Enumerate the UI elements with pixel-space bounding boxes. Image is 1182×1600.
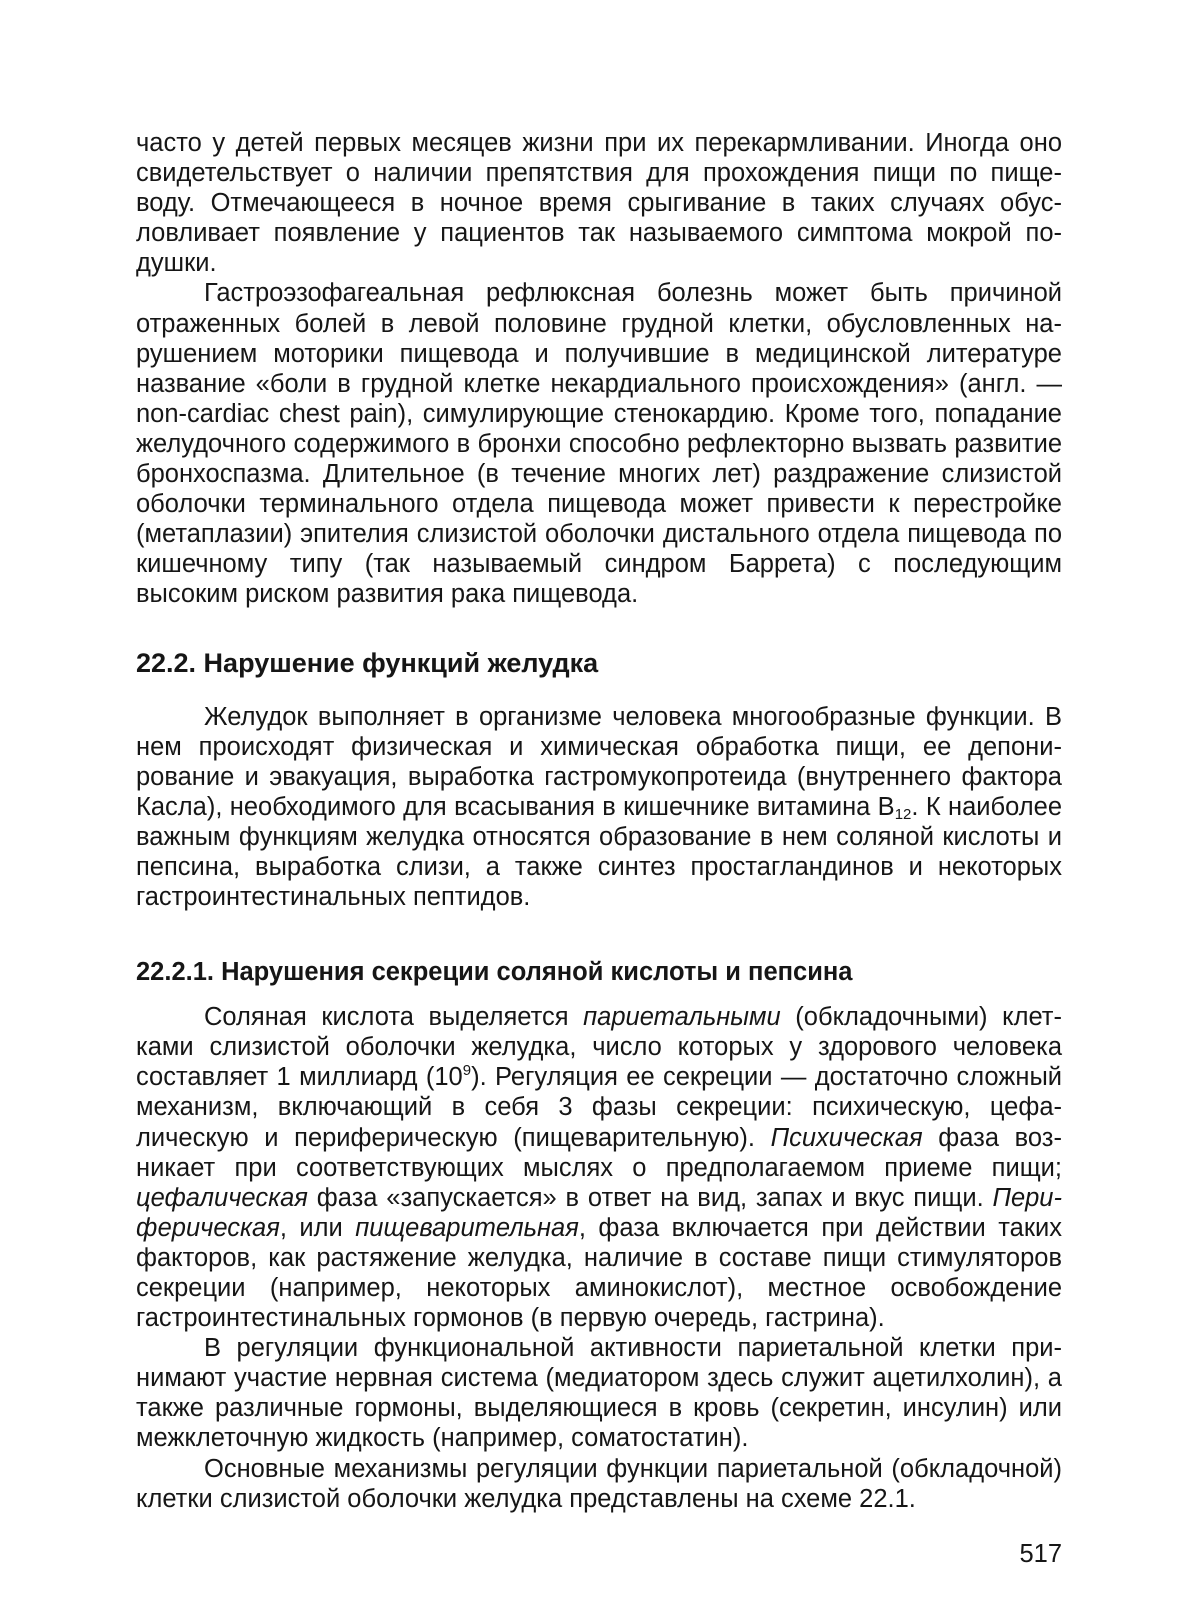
- text-run: , или: [279, 1213, 356, 1242]
- text-run: . К наиболее важным функциям желудка относятся образование в нем соляной кислоты и пепсина, выработка слизи, а также синтез простагландинов и некоторых гастроинтестинальных пептидов.: [136, 792, 1062, 912]
- italic-term-cephalic: цефалическая: [136, 1183, 308, 1212]
- paragraph-stomach-functions: [136, 702, 1062, 913]
- text-run: фаза возникает при соответствующих мыслях о предполагаемом приеме пищи;: [136, 1123, 1062, 1182]
- italic-term-parietal: париетальными: [583, 1003, 781, 1032]
- text-run: , фаза включается при действии таких факторов, как растяжение желудка, наличие в составе пищи стимуляторов секреции (например, некоторых аминокислот), местное освобождение гастроинтестинальных гормонов (в первую очередь, гастрина).: [136, 1213, 1062, 1333]
- italic-term-digestive: пищеварительная: [355, 1213, 579, 1242]
- document-page: [136, 128, 1062, 1568]
- paragraph-gerd-pain: Гастроэзофагеальная рефлюксная болезнь может быть причиной отраженных болей в левой половине грудной клетки, обусловленных нарушением моторики пищевода и получившие в медицинской литературе название «боли в грудной клетке некардиального происхождения» (англ. — non-cardiac chest pain), симулирующие стенокардию. Кроме того, попадание желудочного содержимого в бронхи способно рефлекторно вызвать развитие бронхоспазма. Длительное (в течение многих лет) раздражение слизистой оболочки терминального отдела пищевода может привести к перестройке (метаплазии) эпителия слизистой оболочки дистального отдела пищевода по кишечному типу (так называемый синдром Баррета) с последующим высоким риском развития рака пищевода.: [136, 279, 1062, 609]
- italic-term-psychic: Психическая: [770, 1123, 923, 1152]
- text-run: Желудок выполняет в организме человека многообразные функции. В нем происходят физическая и химическая обработка пищи, ее депонирование и эвакуация, выработка гастромукопротеида (внутреннего фактора Касла), необходимого для всасывания в кишечнике витамина B: [136, 702, 1062, 821]
- text-run: ). Регуляция ее секреции — достаточно сложный механизм, включающий в себя 3 фазы секреции: психическую, цефалическую и периферическую (пищеварительную).: [136, 1063, 1063, 1152]
- paragraph-mechanisms: Основные механизмы регуляции функции париетальной (обкладочной) клетки слизистой оболочки желудка представлены на схеме 22.1.: [136, 1454, 1062, 1513]
- page-number: 517: [1019, 1540, 1062, 1568]
- text-run: Соляная кислота выделяется: [204, 1003, 584, 1032]
- subscript-12: 12: [894, 805, 912, 823]
- italic-term-peripheral: Периферическая: [136, 1183, 1062, 1242]
- paragraph-hcl-secretion: [136, 1002, 1062, 1333]
- paragraph-regulation: В регуляции функциональной активности париетальной клетки принимают участие нервная система (медиатором здесь служит ацетилхолин), а также различные гормоны, выделяющиеся в кровь (секретин, инсулин) или межклеточную жидкость (например, соматостатин).: [136, 1334, 1062, 1453]
- section-heading-stomach-functions: 22.2. Нарушение функций желудка: [136, 647, 599, 678]
- text-run: фаза «запускается» в ответ на вид, запах и вкус пищи.: [307, 1183, 993, 1212]
- superscript-9: 9: [462, 1062, 472, 1080]
- text-run: (обкладочными) клетками слизистой оболочки желудка, число которых у здорового человека составляет 1 миллиард (10: [136, 1003, 1062, 1092]
- subsection-heading-acid-pepsin: 22.2.1. Нарушения секреции соляной кислоты и пепсина: [136, 958, 853, 987]
- paragraph-continuation: часто у детей первых месяцев жизни при их перекармливании. Иногда оно свидетельствует о наличии препятствия для прохождения пищи по пищеводу. Отмечающееся в ночное время срыгивание в таких случаях обусловливает появление у пациентов так называемого симптома мокрой подушки.: [136, 129, 1062, 278]
